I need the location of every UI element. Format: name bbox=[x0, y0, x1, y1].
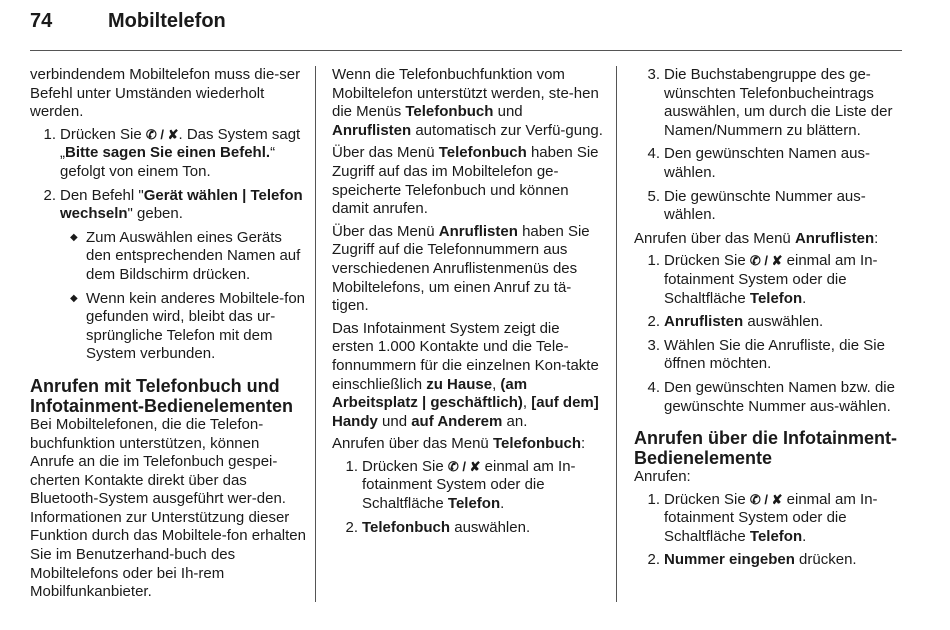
header-divider bbox=[30, 50, 902, 51]
bullet-item: ◆ Zum Auswählen eines Geräts den entsprechenden Namen auf dem Bildschirm drücken. bbox=[70, 228, 301, 283]
bullet-icon: ◆ bbox=[70, 292, 78, 304]
step-item: 2. Den Befehl "Gerät wählen | Telefon wechseln" geben. bbox=[43, 186, 303, 223]
step-item: 4. Den gewünschten Namen aus-wählen. bbox=[647, 145, 870, 181]
column-divider-1 bbox=[315, 66, 316, 602]
phone-icon: ✆ / ✘ bbox=[749, 253, 783, 269]
page-number: 74 bbox=[30, 10, 53, 32]
step-item: 2. Anruflisten auswählen. bbox=[647, 313, 824, 331]
step-item: 3. Die Buchstabengruppe des ge-wünschten Telefonbucheintrags auswählen, um durch die Liste der Namen/Nummern zu blättern. bbox=[647, 66, 893, 139]
step-item: 2. Nummer eingeben drücken. bbox=[647, 551, 857, 569]
column-divider-2 bbox=[616, 66, 617, 602]
step-item: 1. Drücken Sie ✆ / ✘ einmal am In-fotainment System oder die Schaltfläche Telefon. bbox=[345, 457, 576, 513]
phone-icon: ✆ / ✘ bbox=[749, 491, 783, 507]
paragraph: Wenn die Telefonbuchfunktion vom Mobiltelefon unterstützt werden, ste-hen die Menüs Telefonbuch und Anruflisten automatisch zur Verfü-gung. bbox=[332, 66, 603, 139]
step-item: 1. Drücken Sie ✆ / ✘ einmal am In-fotainment System oder die Schaltfläche Telefon. bbox=[647, 490, 878, 545]
column-1 bbox=[30, 66, 306, 606]
step-item: 4. Den gewünschten Namen bzw. die gewünschte Nummer aus-wählen. bbox=[647, 378, 895, 415]
step-item: 3. Wählen Sie die Anrufliste, die Sie öffnen möchten. bbox=[647, 336, 885, 373]
bullet-item: ◆ Wenn kein anderes Mobiltele-fon gefunden wird, bleibt das ur-sprüngliche Telefon mit dem System verbunden. bbox=[70, 289, 306, 363]
paragraph: Das Infotainment System zeigt die ersten 1.000 Kontakte und die Tele-fonnummern für die einzelnen Kon-takte einschließlich zu Hause, (am Arbeitsplatz | geschäftlich), [auf dem] Handy und auf Anderem an. bbox=[332, 319, 599, 430]
section-body: Bei Mobiltelefonen, die die Telefon-buchfunktion unterstützen, können Anrufe an die im Telefonbuch gespei-cherten Kontakte direkt über das Bluetooth-System ausgeführt wer-den. Informationen zur Unterstützung dieser Funktion durch das Mobiltele-fon erhalten Sie im Benutzerhand-buch des Mobiltelefons oder bei Ih-rem Mobilfunkanbieter. bbox=[30, 415, 306, 601]
page-header bbox=[30, 10, 910, 40]
intro-paragraph: verbindendem Mobiltelefon muss die-ser Befehl unter Umständen wiederholt werden. bbox=[30, 66, 301, 121]
page-title: Mobiltelefon bbox=[108, 10, 226, 32]
paragraph: Anrufen über das Menü Anruflisten: bbox=[634, 229, 879, 247]
section-heading: Anrufen über die Infotainment-Bedienelemente bbox=[634, 428, 897, 469]
phone-icon: ✆ / ✘ bbox=[145, 126, 179, 142]
paragraph: Anrufen über das Menü Telefonbuch: bbox=[332, 435, 586, 453]
bullet-icon: ◆ bbox=[70, 231, 78, 243]
step-item: 1. Drücken Sie ✆ / ✘ einmal am In-fotainment System oder die Schaltfläche Telefon. bbox=[647, 252, 878, 307]
step-item: 5. Die gewünschte Nummer aus-wählen. bbox=[647, 187, 866, 224]
paragraph: Über das Menü Telefonbuch haben Sie Zugriff auf das im Mobiltelefon ge-speicherte Telefonbuch und können damit anrufen. bbox=[332, 144, 599, 218]
step-item: 1. Drücken Sie ✆ / ✘. Das System sagt „Bitte sagen Sie einen Befehl.“ gefolgt von einem Ton. bbox=[43, 125, 301, 180]
step-item: 2. Telefonbuch auswählen. bbox=[345, 518, 531, 536]
column-2 bbox=[332, 66, 604, 542]
phone-icon: ✆ / ✘ bbox=[447, 458, 481, 474]
paragraph: Über das Menü Anruflisten haben Sie Zugriff auf die Telefonnummern aus verschiedenen Anruflistenmenüs des Mobiltelefons, um einen Anruf zu tä-tigen. bbox=[332, 222, 590, 315]
section-heading: Anrufen mit Telefonbuch und Infotainment-Bedienelementen bbox=[30, 375, 294, 416]
paragraph: Anrufen: bbox=[634, 468, 691, 486]
column-3 bbox=[634, 66, 906, 575]
